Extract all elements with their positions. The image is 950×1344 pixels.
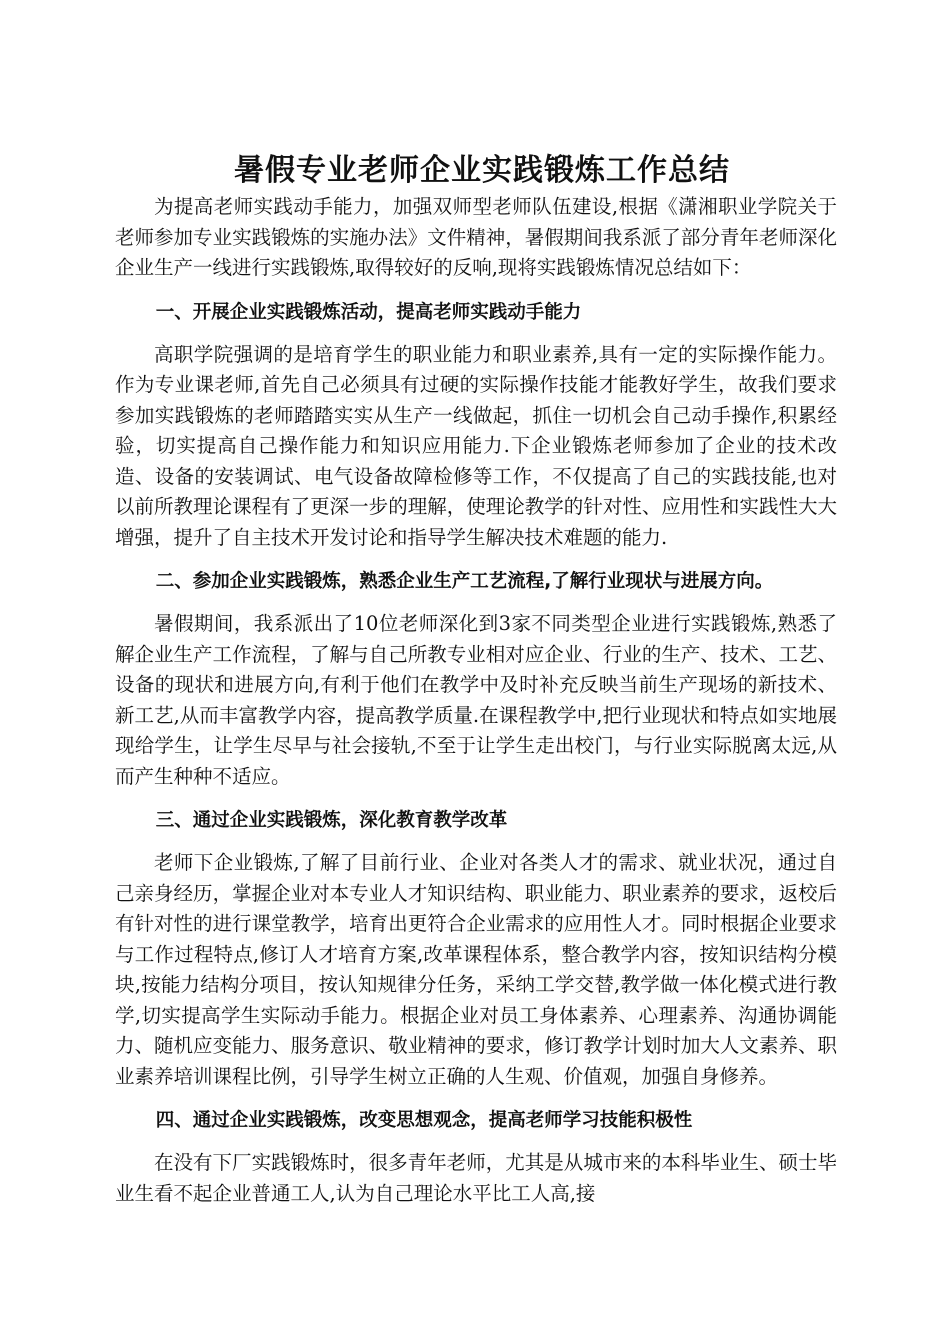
section-3: [115, 806, 837, 1092]
section-heading: 二、参加企业实践锻炼，熟悉企业生产工艺流程,了解行业现状与进展方向。: [155, 571, 774, 592]
section-4: [115, 1106, 837, 1209]
section-heading: 一、开展企业实践锻炼活动，提高老师实践动手能力: [155, 301, 582, 323]
section-body: 暑假期间，我系派出了10位老师深化到3家不同类型企业进行实践锻炼,熟悉了解企业生产工作流程，了解与自己所教专业相对应企业、行业的生产、技术、工艺、设备的现状和进展方向,有利于他们在教学中及时补充反映当前生产现场的新技术、新工艺,从而丰富教学内容，提高教学质量.在课程教学中,把行业现状和特点如实地展现给学生，让学生尽早与社会接轨,不至于让学生走出校门，与行业实际脱离太远,从而产生种种不适应。: [115, 612, 837, 788]
section-heading: 四、通过企业实践锻炼，改变思想观念，提高老师学习技能积极性: [155, 1110, 693, 1131]
intro-paragraph: 为提高老师实践动手能力，加强双师型老师队伍建设,根据《潇湘职业学院关于老师参加专业实践锻炼的实施办法》文件精神，暑假期间我系派了部分青年老师深化企业生产一线进行实践锻炼,取得较好的反响,现将实践锻炼情况总结如下：: [115, 195, 837, 279]
section-2: [115, 567, 837, 792]
section-body: 在没有下厂实践锻炼时，很多青年老师，尤其是从城市来的本科毕业生、硕士毕业生看不起企业普通工人,认为自己理论水平比工人高,接: [115, 1151, 837, 1205]
document-page: [115, 150, 837, 1209]
section-1: [115, 298, 837, 554]
section-body: 高职学院强调的是培育学生的职业能力和职业素养,具有一定的实际操作能力。作为专业课老师,首先自己必须具有过硬的实际操作技能才能教好学生，故我们要求参加实践锻炼的老师踏踏实实从生产一线做起，抓住一切机会自己动手操作,积累经验，切实提高自己操作能力和知识应用能力.下企业锻炼老师参加了企业的技术改造、设备的安装调试、电气设备故障检修等工作，不仅提高了自己的实践技能,也对以前所教理论课程有了更深一步的理解，使理论教学的针对性、应用性和实践性大大增强，提升了自主技术开发讨论和指导学生解决技术难题的能力.: [115, 342, 837, 549]
section-body: 老师下企业锻炼,了解了目前行业、企业对各类人才的需求、就业状况，通过自己亲身经历，掌握企业对本专业人才知识结构、职业能力、职业素养的要求，返校后有针对性的进行课堂教学，培育出更符合企业需求的应用性人才。同时根据企业要求与工作过程特点,修订人才培育方案,改革课程体系，整合教学内容，按知识结构分模块,按能力结构分项目，按认知规律分任务，采纳工学交替,教学做一体化模式进行教学,切实提高学生实际动手能力。根据企业对员工身体素养、心理素养、沟通协调能力、随机应变能力、服务意识、敬业精神的要求，修订教学计划时加大人文素养、职业素养培训课程比例，引导学生树立正确的人生观、价值观，加强自身修养。: [115, 851, 837, 1088]
document-title: 暑假专业老师企业实践锻炼工作总结: [234, 153, 730, 188]
section-heading: 三、通过企业实践锻炼，深化教育教学改革: [155, 810, 508, 831]
